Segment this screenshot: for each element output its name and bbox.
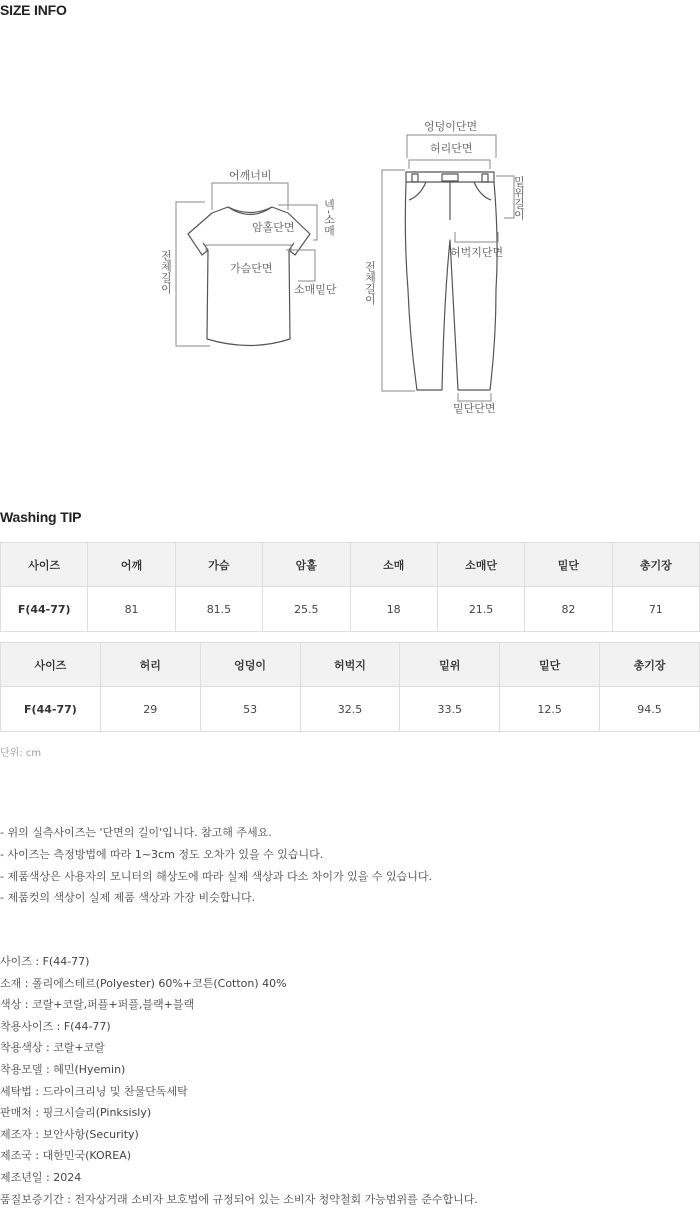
tshirt-total-length-label: 전체길이 xyxy=(159,250,173,294)
table-header-cell: 암홀 xyxy=(263,543,350,587)
table-header-cell: 총기장 xyxy=(600,643,700,687)
list-item: 제조년일 : 2024 xyxy=(0,1170,82,1184)
table-cell: 81 xyxy=(88,587,175,632)
list-item: 착용사이즈 : F(44-77) xyxy=(0,1019,111,1033)
list-item: - 제품색상은 사용자의 모니터의 해상도에 따라 실제 색상과 다소 차이가 있을 수 있습니다. xyxy=(0,869,432,883)
table-cell-size: F(44-77) xyxy=(1,587,88,632)
tshirt-armhole-label: 암홀단면 xyxy=(252,221,295,234)
table-header-cell: 사이즈 xyxy=(1,543,88,587)
table-cell: 53 xyxy=(200,687,300,732)
tshirt-shoulder-label: 어깨너비 xyxy=(229,169,272,182)
list-item: 제조국 : 대한민국(KOREA) xyxy=(0,1149,132,1163)
pants-rise-label: 밑위길이 xyxy=(512,176,526,220)
list-item: 착용색상 : 코랄+코랄 xyxy=(0,1041,105,1055)
size-notes-list xyxy=(0,822,432,909)
unit-note: 단위: cm xyxy=(0,748,42,759)
list-item: 세탁법 : 드라이크리닝 및 찬물단독세탁 xyxy=(0,1084,188,1098)
table-header-cell: 가슴 xyxy=(175,543,262,587)
table-header-row xyxy=(1,543,700,587)
table-cell: 81.5 xyxy=(175,587,262,632)
table-cell: 21.5 xyxy=(437,587,524,632)
list-item: 제조자 : 보안사항(Security) xyxy=(0,1127,139,1141)
size-diagram xyxy=(0,100,700,430)
table-header-cell: 밑단 xyxy=(525,543,612,587)
tshirt-cuff-label: 소매밑단 xyxy=(294,283,337,296)
list-item: 판매처 : 핑크시슬리(Pinksisly) xyxy=(0,1106,152,1120)
tshirt-chest-label: 가슴단면 xyxy=(230,262,273,275)
size-info-title: SIZE INFO xyxy=(0,2,67,18)
list-item: 착용모델 : 혜민(Hyemin) xyxy=(0,1062,126,1076)
table-header-cell: 밑위 xyxy=(400,643,500,687)
table-cell: 94.5 xyxy=(600,687,700,732)
table-row xyxy=(1,687,700,732)
product-details-list xyxy=(0,951,478,1210)
list-item: - 위의 실측사이즈는 '단면의 길이'입니다. 참고해 주세요. xyxy=(0,826,272,839)
pants-thigh-label: 허벅지단면 xyxy=(450,246,504,259)
washing-tip-title: Washing TIP xyxy=(0,509,82,525)
table-header-row xyxy=(1,643,700,687)
table-cell: 32.5 xyxy=(300,687,400,732)
bottom-size-table xyxy=(0,642,700,732)
table-header-cell: 총기장 xyxy=(612,543,699,587)
table-cell: 71 xyxy=(612,587,699,632)
table-header-cell: 허벅지 xyxy=(300,643,400,687)
pants-total-length-label: 전체길이 xyxy=(363,261,377,305)
list-item: 품질보증기간 : 전자상거래 소비자 보호법에 규정되어 있는 소비자 청약철회 가능범위를 준수합니다. xyxy=(0,1192,478,1206)
table-header-cell: 사이즈 xyxy=(1,643,101,687)
table-row xyxy=(1,587,700,632)
table-header-cell: 허리 xyxy=(100,643,200,687)
table-cell: 18 xyxy=(350,587,437,632)
pants-illustration xyxy=(405,172,497,390)
pants-waist-label: 허리단면 xyxy=(430,142,473,155)
list-item: 소재 : 폴리에스테르(Polyester) 60%+코튼(Cotton) 40% xyxy=(0,976,287,990)
top-size-table xyxy=(0,542,700,632)
table-cell-size: F(44-77) xyxy=(1,687,101,732)
pants-hem-label: 밑단단면 xyxy=(453,402,496,415)
table-header-cell: 엉덩이 xyxy=(200,643,300,687)
table-header-cell: 어깨 xyxy=(88,543,175,587)
list-item: - 제품컷의 색상이 실제 제품 색상과 가장 비슷합니다. xyxy=(0,891,256,905)
table-header-cell: 소매 xyxy=(350,543,437,587)
table-cell: 29 xyxy=(100,687,200,732)
list-item: 색상 : 코랄+코랄,퍼플+퍼플,블랙+블랙 xyxy=(0,998,195,1012)
list-item: 사이즈 : F(44-77) xyxy=(0,955,90,968)
table-cell: 82 xyxy=(525,587,612,632)
table-header-cell: 밑단 xyxy=(500,643,600,687)
table-header-cell: 소매단 xyxy=(437,543,524,587)
table-cell: 12.5 xyxy=(500,687,600,732)
pants-hip-label: 엉덩이단면 xyxy=(424,120,478,133)
table-cell: 33.5 xyxy=(400,687,500,732)
table-cell: 25.5 xyxy=(263,587,350,632)
tshirt-neck-sleeve-label: 넥-소매 xyxy=(322,199,336,236)
list-item: - 사이즈는 측정방법에 따라 1~3cm 정도 오차가 있을 수 있습니다. xyxy=(0,847,324,861)
